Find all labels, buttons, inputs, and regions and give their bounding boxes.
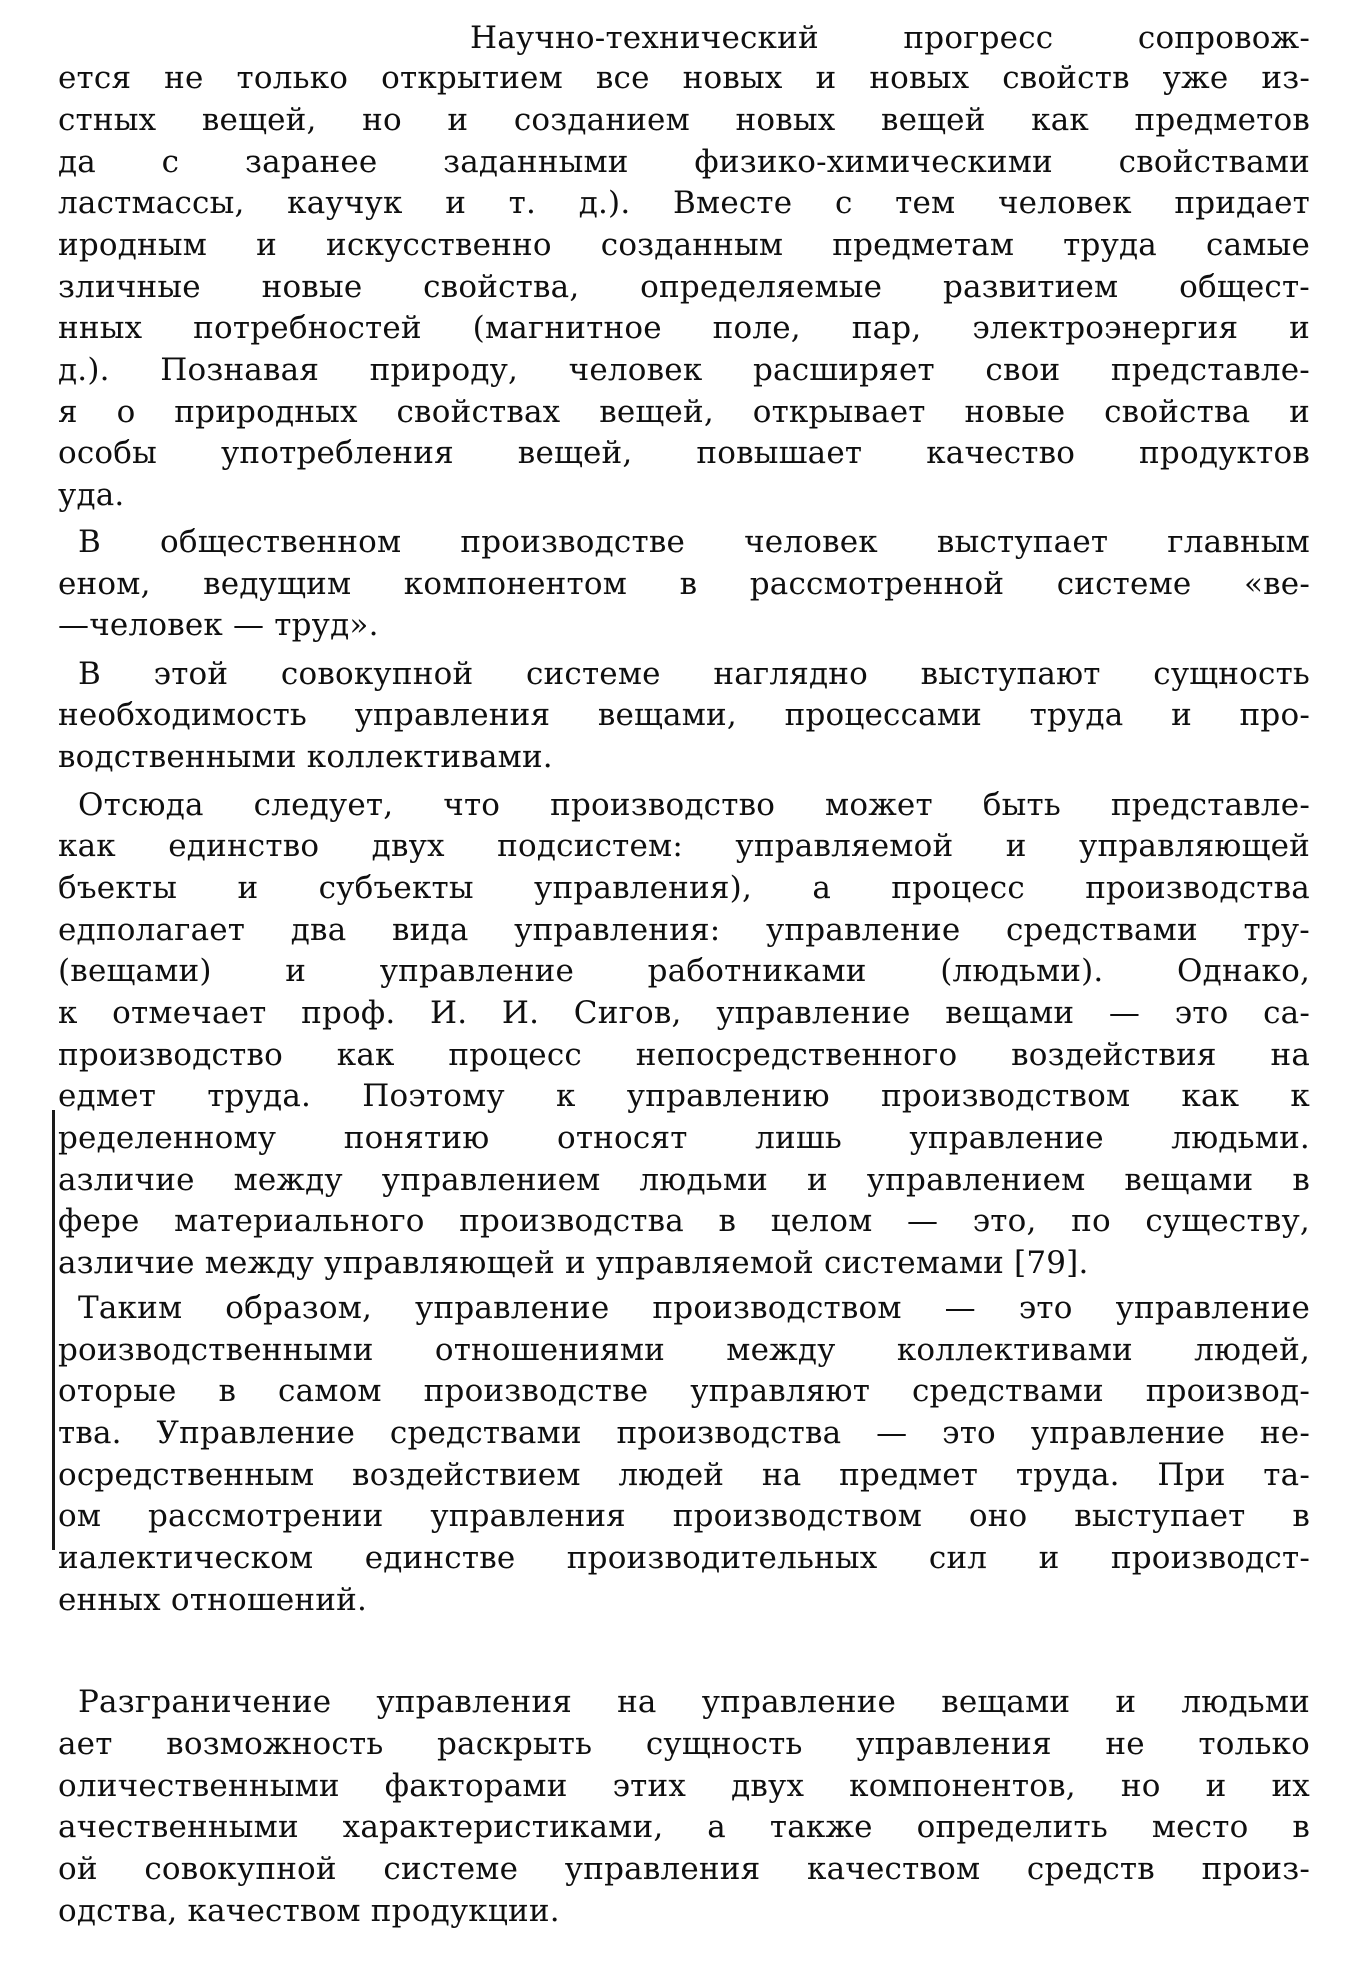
text-line: Таким образом, управление производством — это управление	[78, 1290, 1310, 1326]
text-line: оличественными факторами этих двух компонентов, но и их	[58, 1768, 1310, 1804]
text-line: едполагает два вида управления: управление средствами тру-	[58, 912, 1310, 948]
text-line: как единство двух подсистем: управляемой и управляющей	[58, 828, 1310, 864]
text-line: бъекты и субъекты управления), а процесс производства	[58, 870, 1310, 906]
text-line: ачественными характеристиками, а также определить место в	[58, 1809, 1310, 1845]
text-line: роизводственными отношениями между коллективами людей,	[58, 1332, 1310, 1368]
text-line: Разграничение управления на управление вещами и людьми	[78, 1684, 1310, 1720]
text-line: оторые в самом производстве управляют средствами производ-	[58, 1373, 1310, 1409]
text-line: необходимость управления вещами, процессами труда и про-	[58, 697, 1310, 733]
margin-rule	[52, 1110, 55, 1550]
text-line: иалектическом единстве производительных сил и производст-	[58, 1540, 1310, 1576]
text-line: одства, качеством продукции.	[58, 1893, 560, 1929]
text-line: (вещами) и управление работниками (людьми). Однако,	[58, 953, 1310, 989]
text-line: осредственным воздействием людей на предмет труда. При та-	[58, 1457, 1310, 1493]
text-line: водственными коллективами.	[58, 739, 553, 775]
text-line: ает возможность раскрыть сущность управления не только	[58, 1726, 1310, 1762]
text-line: иродным и искусственно созданным предметам труда самые	[58, 227, 1310, 263]
text-line: азличие между управляющей и управляемой системами [79].	[58, 1245, 1089, 1281]
text-line: ределенному понятию относят лишь управление людьми.	[58, 1120, 1310, 1156]
text-line: едмет труда. Поэтому к управлению производством как к	[58, 1078, 1310, 1114]
text-line: В этой совокупной системе наглядно выступают сущность	[78, 656, 1310, 692]
text-line: Отсюда следует, что производство может быть представле-	[78, 787, 1310, 823]
text-line: стных вещей, но и созданием новых вещей как предметов	[58, 102, 1310, 138]
text-line: да с заранее заданными физико-химическими свойствами	[58, 144, 1310, 180]
text-line: еном, ведущим компонентом в рассмотренной системе «ве-	[58, 566, 1310, 602]
text-line: к отмечает проф. И. И. Сигов, управление вещами — это са-	[58, 995, 1310, 1031]
text-line: енных отношений.	[58, 1582, 368, 1618]
text-line: д.). Познавая природу, человек расширяет свои представле-	[58, 352, 1310, 388]
text-line: ластмассы, каучук и т. д.). Вместе с тем человек придает	[58, 185, 1310, 221]
text-line: ой совокупной системе управления качеством средств произ-	[58, 1851, 1310, 1887]
text-line: уда.	[58, 477, 125, 513]
text-line: я о природных свойствах вещей, открывает новые свойства и	[58, 394, 1310, 430]
text-line: зличные новые свойства, определяемые развитием общест-	[58, 269, 1310, 305]
text-line: производство как процесс непосредственного воздействия на	[58, 1037, 1310, 1073]
text-line: азличие между управлением людьми и управлением вещами в	[58, 1162, 1310, 1198]
text-line: тва. Управление средствами производства — это управление не-	[58, 1415, 1310, 1451]
text-line: особы употребления вещей, повышает качество продуктов	[58, 435, 1310, 471]
text-line: ется не только открытием все новых и новых свойств уже из-	[58, 60, 1310, 96]
text-line: В общественном производстве человек выступает главным	[78, 524, 1310, 560]
text-line: ом рассмотрении управления производством оно выступает в	[58, 1498, 1310, 1534]
text-line: нных потребностей (магнитное поле, пар, электроэнергия и	[58, 310, 1310, 346]
text-line: фере материального производства в целом — это, по существу,	[58, 1203, 1310, 1239]
text-line: Научно-технический прогресс сопровож-	[470, 20, 1310, 56]
text-line: —человек — труд».	[58, 607, 379, 643]
